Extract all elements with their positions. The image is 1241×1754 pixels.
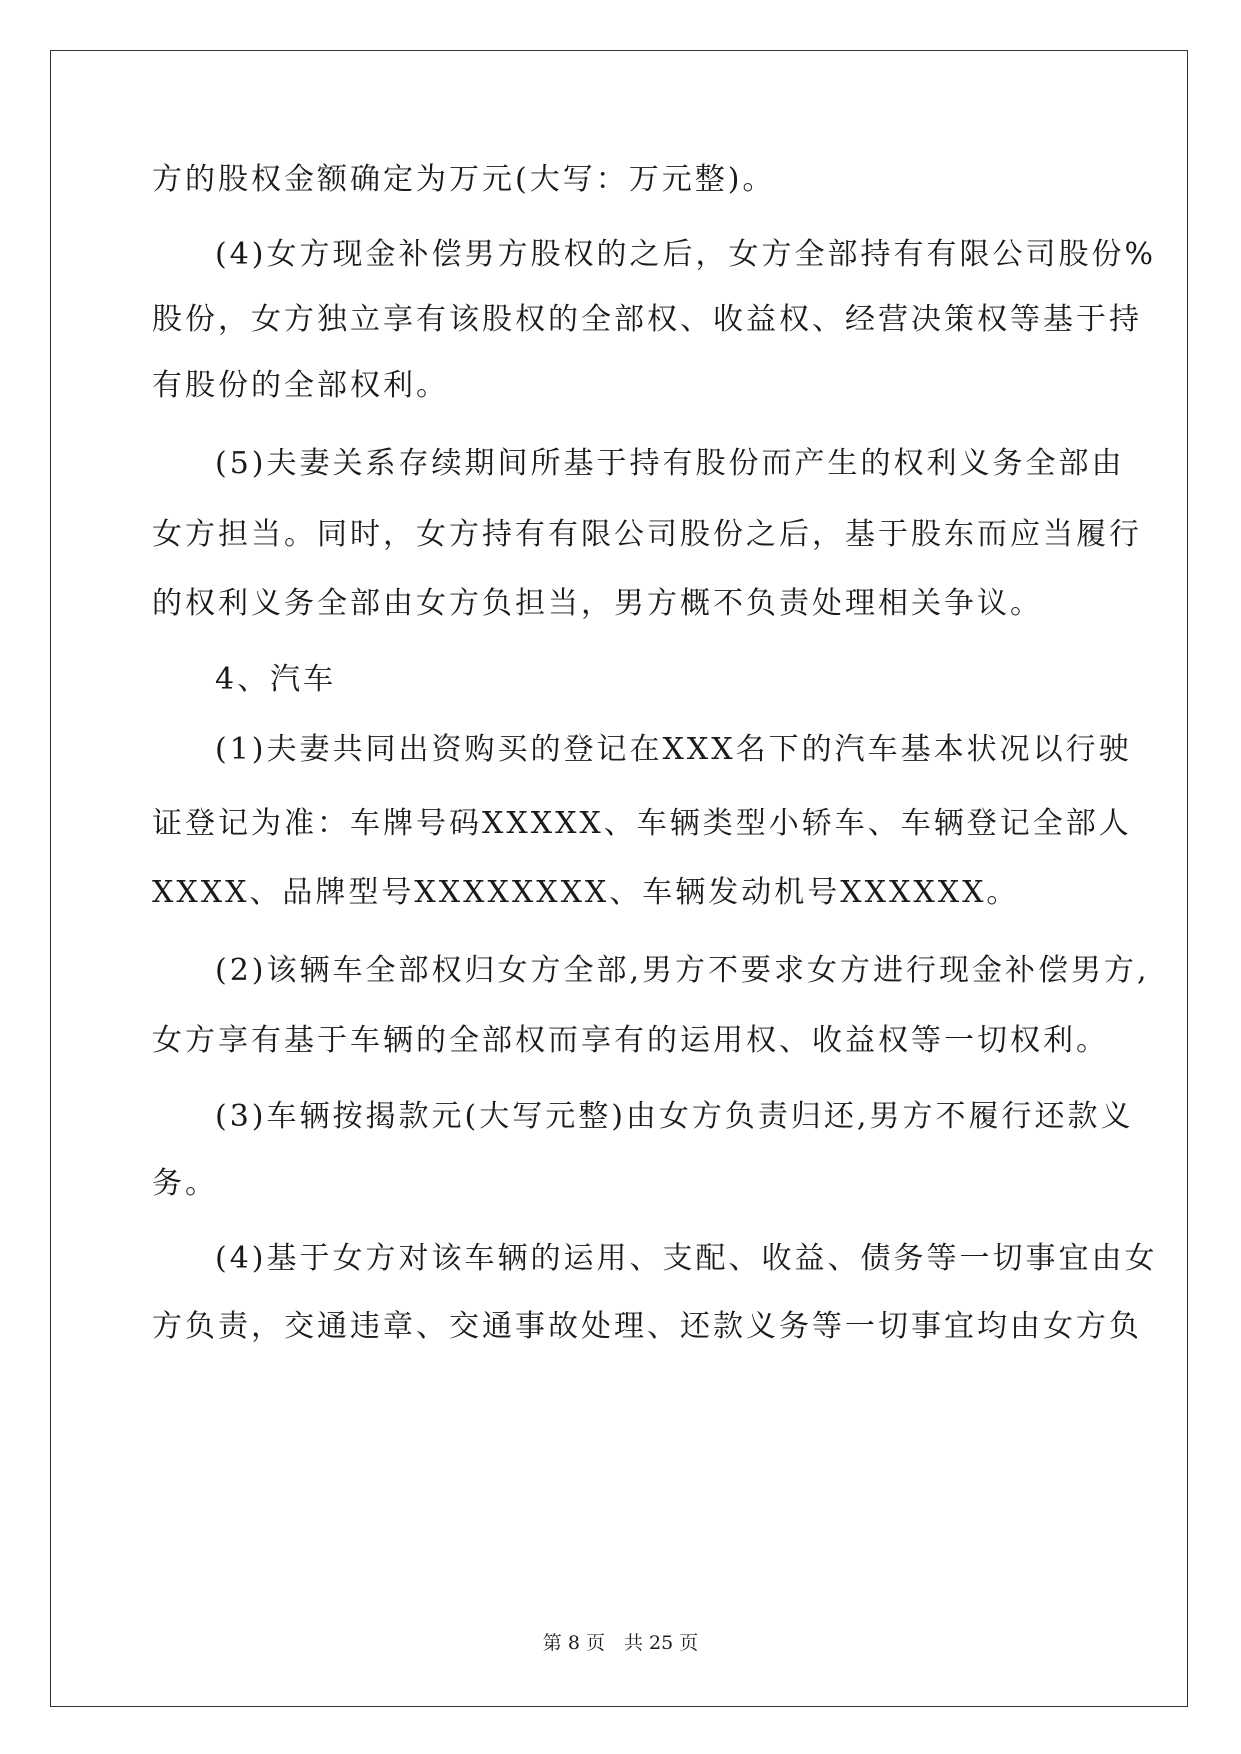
text-line: 女方享有基于车辆的全部权而享有的运用权、收益权等一切权利。 (152, 1023, 1109, 1058)
text-line: 的权利义务全部由女方负担当，男方概不负责处理相关争议。 (152, 586, 1043, 621)
text-line: (5)夫妻关系存续期间所基于持有股份而产生的权利义务全部由 (215, 446, 1125, 481)
text-line: 女方担当。同时，女方持有有限公司股份之后，基于股东而应当履行 (152, 517, 1142, 552)
text-line: 务。 (152, 1166, 218, 1201)
text-line: (1)夫妻共同出资购买的登记在XXX名下的汽车基本状况以行驶 (215, 732, 1132, 767)
text-line: (4)女方现金补偿男方股权的之后，女方全部持有有限公司股份% (215, 237, 1157, 272)
text-line: (4)基于女方对该车辆的运用、支配、收益、债务等一切事宜由女 (215, 1241, 1158, 1276)
text-line: (3)车辆按揭款元(大写元整)由女方负责归还,男方不履行还款义 (215, 1099, 1134, 1134)
section-heading: 4、汽车 (215, 662, 337, 697)
page-number: 第 8 页 共 25 页 (542, 1632, 699, 1654)
text-line: 方的股权金额确定为万元(大写：万元整)。 (152, 162, 776, 197)
text-line: 证登记为准：车牌号码XXXXX、车辆类型小轿车、车辆登记全部人 (152, 806, 1132, 841)
text-line: XXXX、品牌型号XXXXXXXX、车辆发动机号XXXXXX。 (152, 875, 1020, 910)
text-line: 股份，女方独立享有该股权的全部权、收益权、经营决策权等基于持 (152, 302, 1142, 337)
text-line: 有股份的全部权利。 (152, 368, 449, 403)
text-line: (2)该辆车全部权归女方全部,男方不要求女方进行现金补偿男方, (215, 953, 1150, 988)
text-line: 方负责，交通违章、交通事故处理、还款义务等一切事宜均由女方负 (152, 1309, 1142, 1344)
